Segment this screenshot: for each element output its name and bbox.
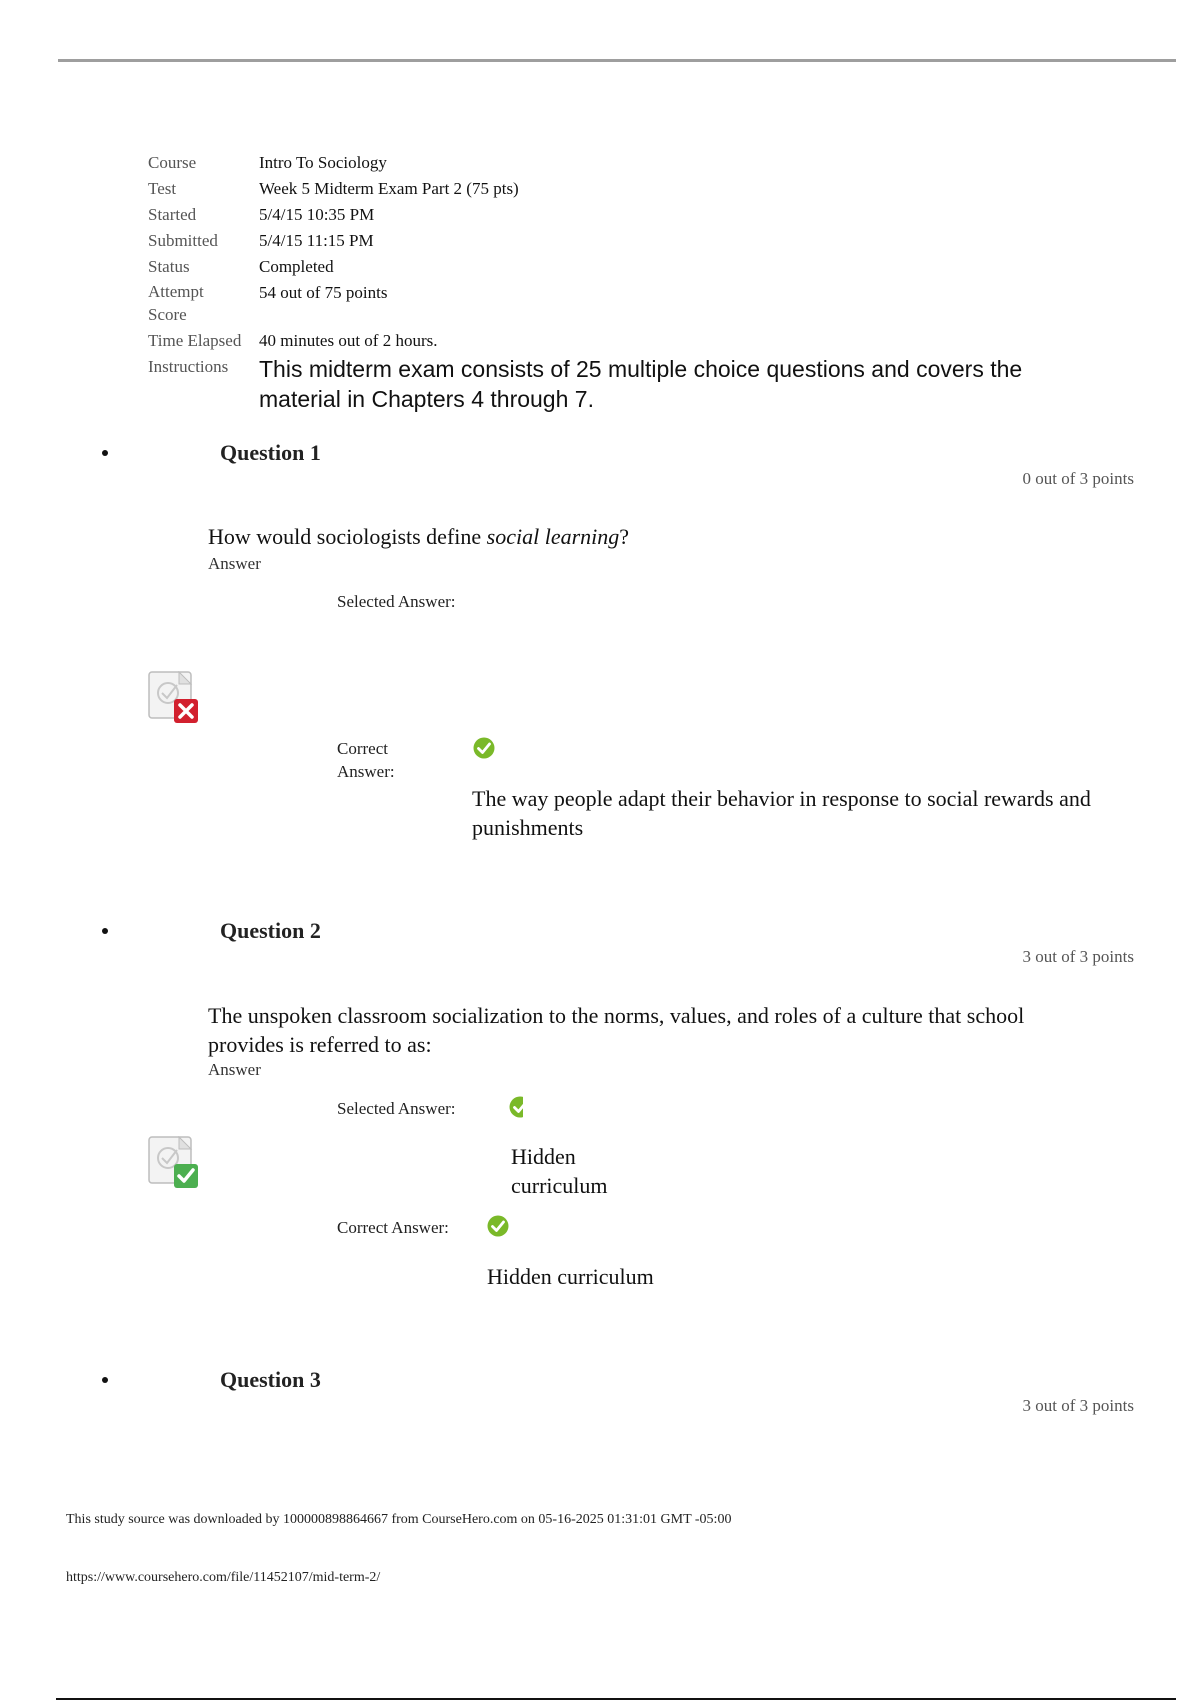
score-value: 54 out of 75 points <box>259 283 388 302</box>
question-1-text <box>208 522 1058 551</box>
score-label-line1: Attempt <box>148 282 204 301</box>
instructions-text: This midterm exam consists of 25 multiple choice questions and covers the material in Chapters 4 through 7. <box>259 356 1023 412</box>
question-2-correct-label: Correct Answer: <box>337 1218 449 1237</box>
attempt-details <box>148 150 1108 414</box>
instructions-row <box>148 354 1108 414</box>
question-2-selected-answer-line1: Hidden <box>511 1144 576 1169</box>
question-1-answer-label: Answer <box>208 554 261 573</box>
status-label: Status <box>148 257 190 276</box>
status-row <box>148 254 1108 280</box>
question-1-title: Question 1 <box>220 440 321 465</box>
started-value: 5/4/15 10:35 PM <box>259 205 375 224</box>
correct-icon <box>148 1136 200 1190</box>
test-value: Week 5 Midterm Exam Part 2 (75 pts) <box>259 179 519 198</box>
source-notice: This study source was downloaded by 100000898864667 from CourseHero.com on 05-16-2025 01:31:01 GMT -05:00 <box>66 1512 732 1527</box>
question-2-correct-answer: Hidden curriculum <box>487 1264 654 1289</box>
elapsed-value: 40 minutes out of 2 hours. <box>259 331 438 350</box>
course-label: Course <box>148 153 197 172</box>
question-1-text-a: How would sociologists define <box>208 524 487 549</box>
check-icon <box>473 737 495 759</box>
submitted-value: 5/4/15 11:15 PM <box>259 231 374 250</box>
question-1-correct-label-line2: Answer: <box>337 762 395 781</box>
course-row <box>148 150 1108 176</box>
score-label <box>148 280 259 326</box>
submitted-row <box>148 228 1108 254</box>
question-2-title: Question 2 <box>220 918 321 943</box>
question-3-points: 3 out of 3 points <box>1022 1396 1134 1415</box>
score-row <box>148 280 1108 326</box>
question-1-correct-label-line1: Correct <box>337 739 388 758</box>
elapsed-row <box>148 328 1108 354</box>
check-icon <box>487 1215 509 1237</box>
test-row <box>148 176 1108 202</box>
started-row <box>148 202 1108 228</box>
bullet-icon <box>100 925 112 937</box>
question-1-text-b: ? <box>619 524 630 549</box>
started-label: Started <box>148 205 197 224</box>
score-label-line2: Score <box>148 305 187 324</box>
question-2-text: The unspoken classroom socialization to the norms, values, and roles of a culture that school provides is referred to as: <box>208 1003 1025 1057</box>
elapsed-label: Time Elapsed <box>148 331 242 350</box>
bullet-icon <box>100 447 112 459</box>
question-3-title: Question 3 <box>220 1367 321 1392</box>
question-2-answer-label: Answer <box>208 1060 261 1079</box>
bullet-icon <box>100 1374 112 1386</box>
question-2-selected-answer <box>511 1142 608 1200</box>
top-rule <box>58 59 1176 62</box>
question-2-selected-label: Selected Answer: <box>337 1099 456 1118</box>
partial-check-icon <box>509 1096 523 1118</box>
question-1-selected-label: Selected Answer: <box>337 592 456 611</box>
incorrect-icon <box>148 671 200 725</box>
source-url-link[interactable]: https://www.coursehero.com/file/11452107/mid-term-2/ <box>66 1570 381 1585</box>
submitted-label: Submitted <box>148 231 218 250</box>
question-1-text-term: social learning <box>486 524 620 549</box>
question-1-correct-answer: The way people adapt their behavior in response to social rewards and punishments <box>472 786 1091 840</box>
question-1-points: 0 out of 3 points <box>1022 469 1134 488</box>
status-value: Completed <box>259 257 334 276</box>
course-value: Intro To Sociology <box>259 153 387 172</box>
question-1-correct-label <box>337 737 395 783</box>
instructions-label: Instructions <box>148 357 229 376</box>
question-2-selected-answer-line2: curriculum <box>511 1173 608 1198</box>
test-label: Test <box>148 179 177 198</box>
question-2-points: 3 out of 3 points <box>1022 947 1134 966</box>
